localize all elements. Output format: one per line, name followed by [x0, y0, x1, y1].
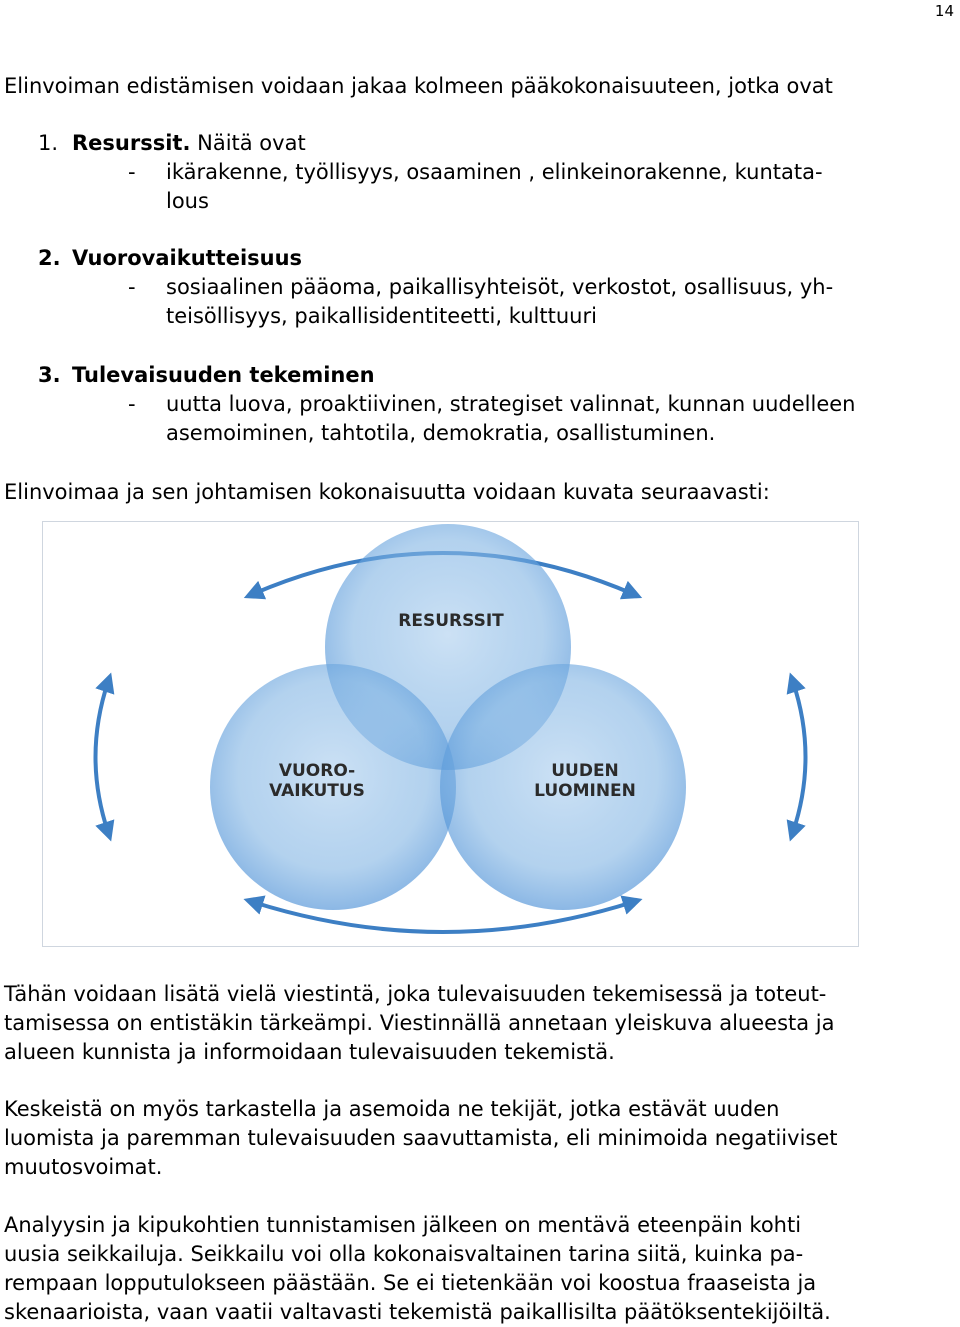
bullet-line: teisöllisyys, paikallisidentiteetti, kulttuuri — [166, 304, 597, 328]
bullet-line: uutta luova, proaktiivinen, strategiset valinnat, kunnan uudelleen — [166, 392, 856, 416]
venn-svg — [43, 522, 858, 946]
list-item-resources — [38, 129, 958, 216]
label-interaction-2: VAIKUTUS — [269, 781, 365, 801]
list-title: Tulevaisuuden tekeminen — [72, 363, 375, 387]
bullet: - uutta luova, proaktiivinen, strategiset valinnat, kunnan uudelleen asemoiminen, tahtotila, demokratia, osallistuminen. — [128, 390, 958, 448]
list-title-suffix: Näitä ovat — [190, 131, 306, 155]
bullet-line: ikärakenne, työllisyys, osaaminen , elinkeinorakenne, kuntata- — [166, 160, 823, 184]
bullet-line: sosiaalinen pääoma, paikallisyhteisöt, verkostot, osallisuus, yh- — [166, 275, 834, 299]
list-title: Resurssit. — [72, 131, 191, 155]
list-number: 3. — [38, 363, 61, 387]
list-number: 2. — [38, 246, 61, 270]
bullet: - sosiaalinen pääoma, paikallisyhteisöt, verkostot, osallisuus, yh- teisöllisyys, paikallisidentiteetti, kulttuuri — [128, 273, 958, 331]
venn-diagram — [42, 521, 859, 947]
list-item-heading — [38, 129, 958, 158]
label-new-creation-1: UUDEN — [551, 761, 619, 781]
list-title: Vuorovaikutteisuus — [72, 246, 303, 270]
page-number: 14 — [934, 2, 954, 20]
figure-intro: Elinvoimaa ja sen johtamisen kokonaisuutta voidaan kuvata seuraavasti: — [4, 480, 770, 504]
bullet-line: lous — [166, 189, 209, 213]
list-item-heading — [38, 361, 958, 390]
paragraph-1: Tähän voidaan lisätä vielä viestintä, joka tulevaisuuden tekemisessä ja toteut- tamisessa on entistäkin tärkeämpi. Viestinnällä annetaan yleiskuva alueesta ja alueen kunnista ja informoidaan tulevaisuuden tekemistä. — [4, 982, 835, 1064]
label-new-creation-2: LUOMINEN — [534, 781, 636, 801]
label-resources: RESURSSIT — [398, 611, 504, 631]
list-item-heading — [38, 244, 958, 273]
arrow-right — [793, 682, 806, 832]
list-item-future — [38, 361, 958, 448]
arrow-left — [96, 682, 109, 832]
paragraph-2: Keskeistä on myös tarkastella ja asemoida ne tekijät, jotka estävät uuden luomista ja paremman tulevaisuuden saavuttamista, eli minimoida negatiiviset muutosvoimat. — [4, 1097, 838, 1179]
list-number: 1. — [38, 131, 59, 155]
label-interaction-1: VUORO- — [278, 761, 356, 781]
list-item-interaction — [38, 244, 958, 331]
bullet-line: asemoiminen, tahtotila, demokratia, osallistuminen. — [166, 421, 716, 445]
paragraph-3: Analyysin ja kipukohtien tunnistamisen jälkeen on mentävä eteenpäin kohti uusia seikkailuja. Seikkailu voi olla kokonaisvaltainen tarina siitä, kuinka pa- rempaan lopputulokseen päästään. Se ei tietenkään voi koostua fraaseista ja skenaarioista, vaan vaatii valtavasti tekemistä paikallisilta päätöksentekijöiltä. — [4, 1213, 831, 1324]
bullet: - ikärakenne, työllisyys, osaaminen , elinkeinorakenne, kuntata- lous — [128, 158, 958, 216]
intro-text: Elinvoiman edistämisen voidaan jakaa kolmeen pääkokonaisuuteen, jotka ovat — [4, 74, 833, 98]
